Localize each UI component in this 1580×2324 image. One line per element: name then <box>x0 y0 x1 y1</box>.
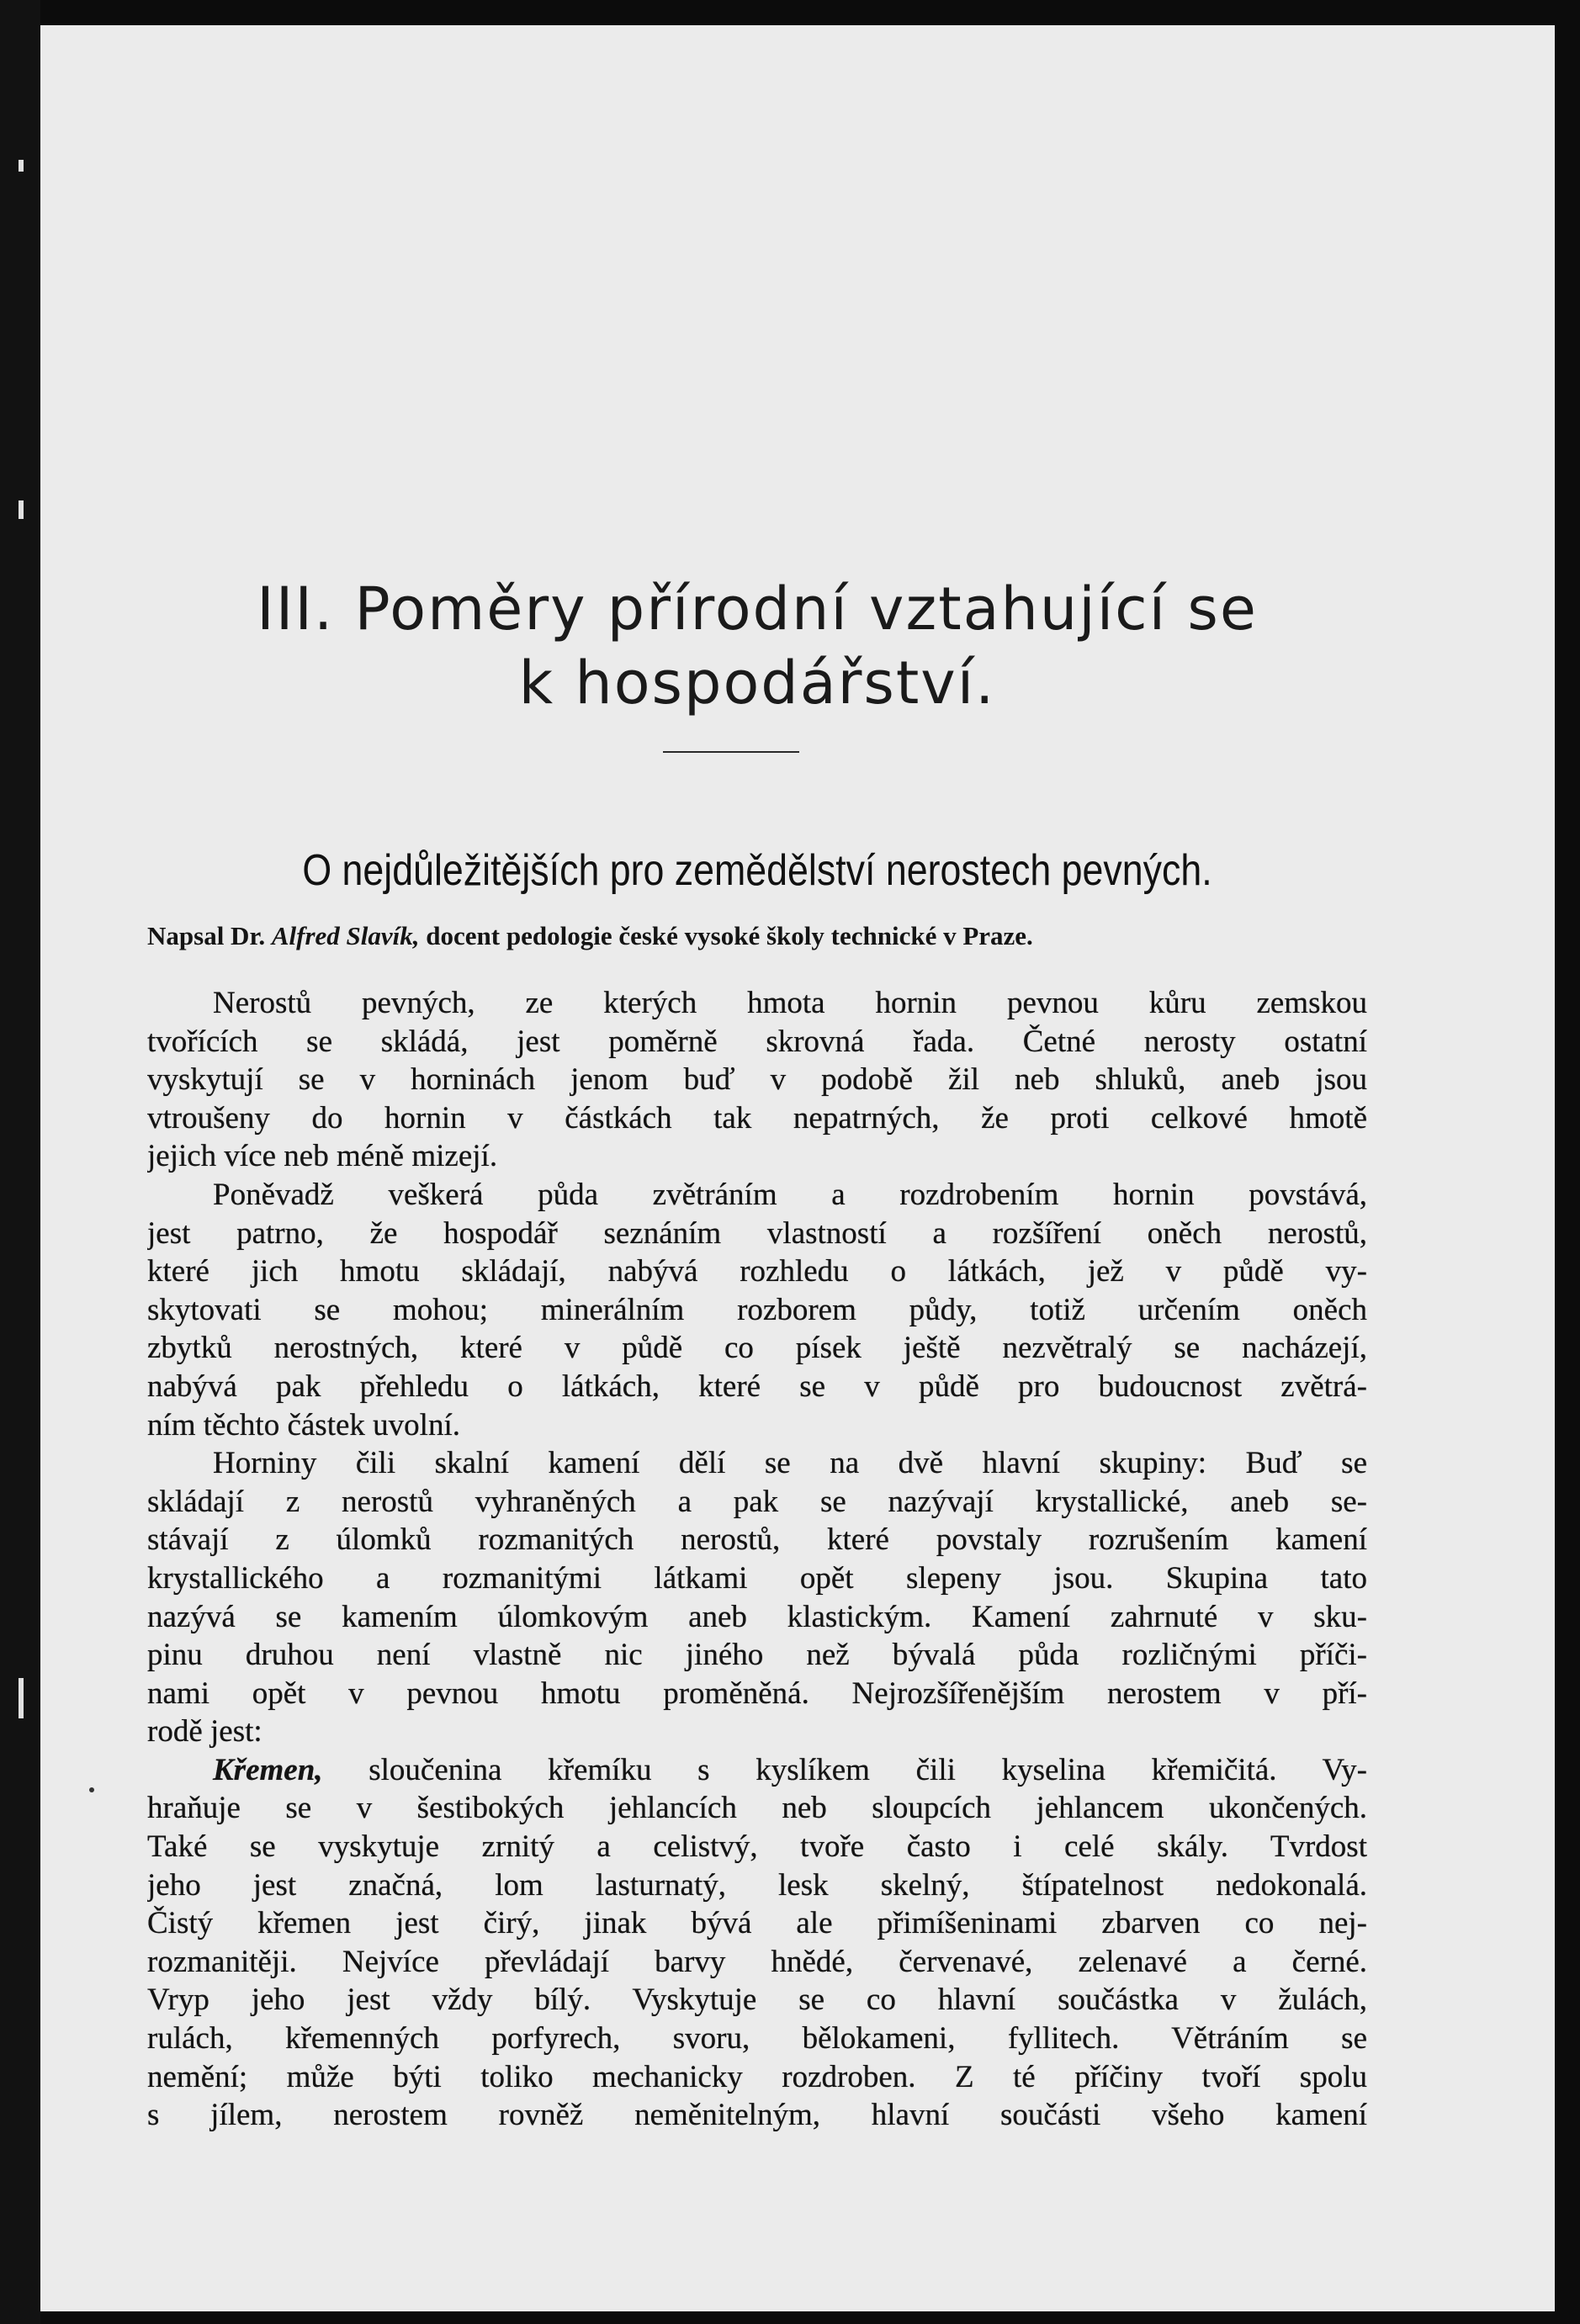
section-heading-line-2: k hospodářství. <box>518 648 996 717</box>
body-line: hraňuje se v šestibokých jehlancích neb sloupcích jehlancem ukončených. <box>147 1791 1367 1826</box>
body-line: pinu druhou není vlastně nic jiného než bývalá půda rozličnými příči- <box>147 1638 1367 1673</box>
scan-edge-mark <box>19 500 24 519</box>
body-line-kremen <box>147 1751 1367 1790</box>
article-body <box>147 984 1367 2135</box>
body-line: zbytků nerostných, které v půdě co písek ještě nezvětralý se nacházejí, <box>147 1331 1367 1366</box>
body-line: jest patrno, že hospodář seznáním vlastností a rozšíření oněch nerostů, <box>147 1215 1367 1251</box>
body-line: Čistý křemen jest čirý, jinak bývá ale přimíšeninami zbarven co nej- <box>147 1906 1367 1941</box>
scan-edge-mark <box>19 160 24 172</box>
margin-dot <box>89 1787 94 1792</box>
body-line: jejich více neb méně mizejí. <box>147 1139 498 1174</box>
byline <box>147 918 1367 954</box>
body-line: nemění; může býti toliko mechanicky rozdroben. Z té příčiny tvoří spolu <box>147 2059 1367 2094</box>
body-line: rodě jest: <box>147 1714 262 1750</box>
term-kremen: Křemen, <box>213 1752 323 1787</box>
body-line: stávají z úlomků rozmanitých nerostů, které povstaly rozrušením kamení <box>147 1522 1367 1558</box>
body-line: vyskytují se v horninách jenom buď v podobě žil neb shluků, aneb jsou <box>147 1062 1367 1098</box>
body-line: vtroušeny do hornin v částkách tak nepatrných, že proti celkové hmotě <box>147 1100 1367 1136</box>
scan-left-edge <box>0 0 40 2324</box>
body-line: které jich hmotu skládají, nabývá rozhledu o látkách, jež v půdě vy- <box>147 1254 1367 1289</box>
body-line: Poněvadž veškerá půda zvětráním a rozdrobením hornin povstává, <box>213 1177 1367 1212</box>
body-line: skládají z nerostů vyhraněných a pak se nazývají krystallické, aneb se- <box>147 1484 1367 1519</box>
body-line: krystallického a rozmanitými látkami opět slepeny jsou. Skupina tato <box>147 1560 1367 1596</box>
body-line: Vryp jeho jest vždy bílý. Vyskytuje se co hlavní součástka v žulách, <box>147 1983 1367 2018</box>
section-heading-line-1: III. Poměry přírodní vztahující se <box>257 574 1258 643</box>
scan-edge-mark <box>19 1678 24 1718</box>
section-heading <box>126 572 1388 720</box>
article-title: O nejdůležitějších pro zemědělství nerostech pevných. <box>302 846 1212 895</box>
author-name: Alfred Slavík, <box>271 921 420 950</box>
body-line: s jílem, nerostem rovněž neměnitelným, hlavní součásti všeho kamení <box>147 2098 1367 2133</box>
body-line: Horniny čili skalní kamení dělí se na dvě hlavní skupiny: Buď se <box>213 1446 1367 1481</box>
byline-prefix: Napsal Dr. <box>147 921 266 950</box>
body-line: rozmanitěji. Nejvíce převládají barvy hnědé, červenavé, zelenavé a černé. <box>147 1944 1367 1979</box>
byline-affiliation: docent pedologie české vysoké školy technické v Praze. <box>426 921 1033 950</box>
body-line: tvořících se skládá, jest poměrně skrovná řada. Četné nerosty ostatní <box>147 1024 1367 1059</box>
title-divider <box>663 751 799 753</box>
body-line: skytovati se mohou; minerálním rozborem půdy, totiž určením oněch <box>147 1292 1367 1327</box>
body-line: nami opět v pevnou hmotu proměněná. Nejrozšířenějším nerostem v pří- <box>147 1676 1367 1711</box>
body-line: rulách, křemenných porfyrech, svoru, bělokameni, fyllitech. Větráním se <box>147 2021 1367 2057</box>
body-line: Také se vyskytuje zrnitý a celistvý, tvoře často i celé skály. Tvrdost <box>147 1829 1367 1865</box>
body-line: ním těchto částek uvolní. <box>147 1407 460 1443</box>
body-line: nabývá pak přehledu o látkách, které se v půdě pro budoucnost zvětrá- <box>147 1368 1367 1404</box>
body-line: nazývá se kamením úlomkovým aneb klastickým. Kamení zahrnuté v sku- <box>147 1599 1367 1634</box>
body-line-text: sloučenina křemíku s kyslíkem čili kyselina křemičitá. Vy- <box>368 1752 1367 1787</box>
body-line: Nerostů pevných, ze kterých hmota hornin pevnou kůru zemskou <box>213 986 1367 1020</box>
body-line: jeho jest značná, lom lasturnatý, lesk skelný, štípatelnost nedokonalá. <box>147 1867 1367 1903</box>
